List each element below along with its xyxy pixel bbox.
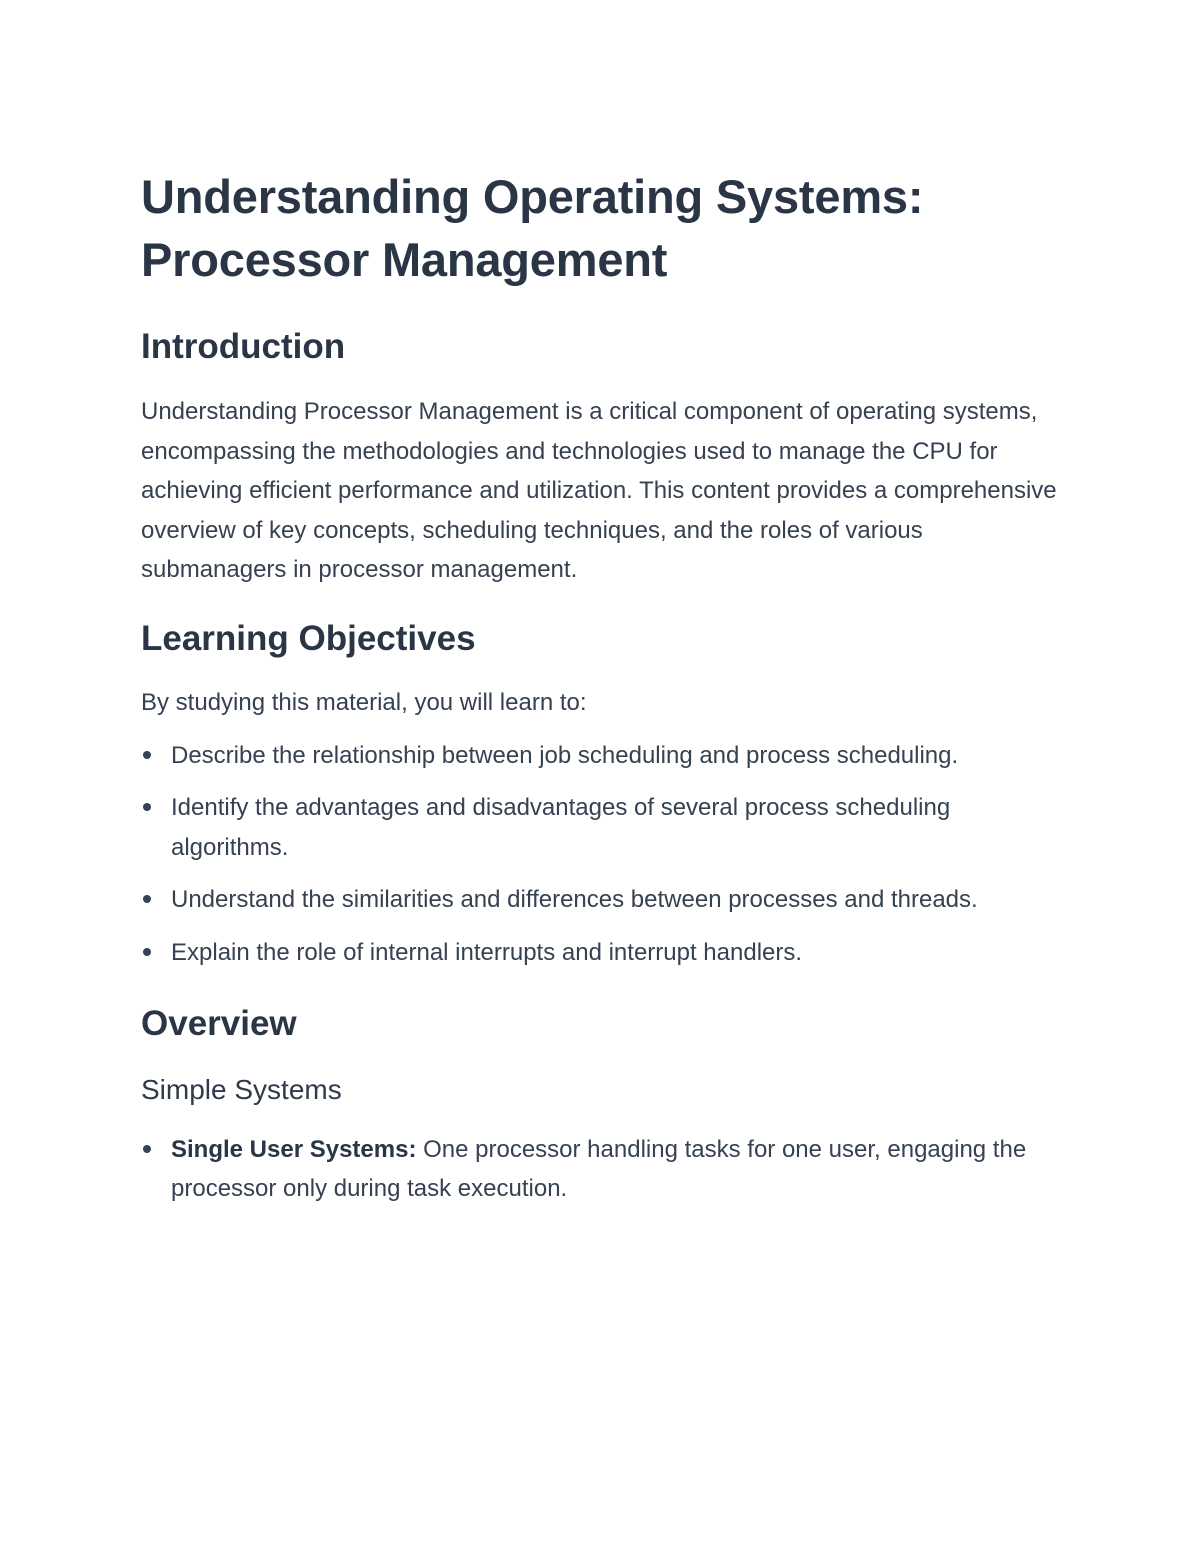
objective-text: Describe the relationship between job scheduling and process scheduling. [171,741,959,769]
overview-list [141,1130,1061,1209]
term-description: One processor handling tasks for one user, engaging the processor only during task execution. [171,1135,1027,1203]
objective-text: Identify the advantages and disadvantages of several process scheduling algorithms. [171,794,951,861]
list-item [141,880,1061,920]
page-title: Understanding Operating Systems: Processor Management [141,170,924,286]
list-item [141,736,1061,776]
list-item [141,933,1061,973]
bullet-icon [143,751,151,759]
bullet-icon [143,895,151,903]
bullet-icon [143,803,151,811]
simple-systems-heading: Simple Systems [141,1073,342,1105]
document-page [141,165,1061,1209]
overview-heading: Overview [141,1003,297,1043]
objective-text: Explain the role of internal interrupts and interrupt handlers. [171,938,803,966]
bullet-icon [143,1145,151,1153]
learning-objectives-lead: By studying this material, you will learn to: [141,688,587,716]
introduction-paragraph: Understanding Processor Management is a critical component of operating systems, encompassing the methodologies and technologies used to manage the CPU for achieving efficient performance and utilization. This content provides a comprehensive overview of key concepts, scheduling techniques, and the roles of various submanagers in processor management. [141,398,1057,584]
learning-objectives-list [141,736,1061,973]
term-label: Single User Systems: [171,1135,417,1163]
list-item [141,788,1061,867]
objective-text: Understand the similarities and differences between processes and threads. [171,886,978,914]
learning-objectives-heading: Learning Objectives [141,618,476,658]
introduction-heading: Introduction [141,327,346,366]
bullet-icon [143,948,151,956]
list-item [141,1130,1061,1209]
